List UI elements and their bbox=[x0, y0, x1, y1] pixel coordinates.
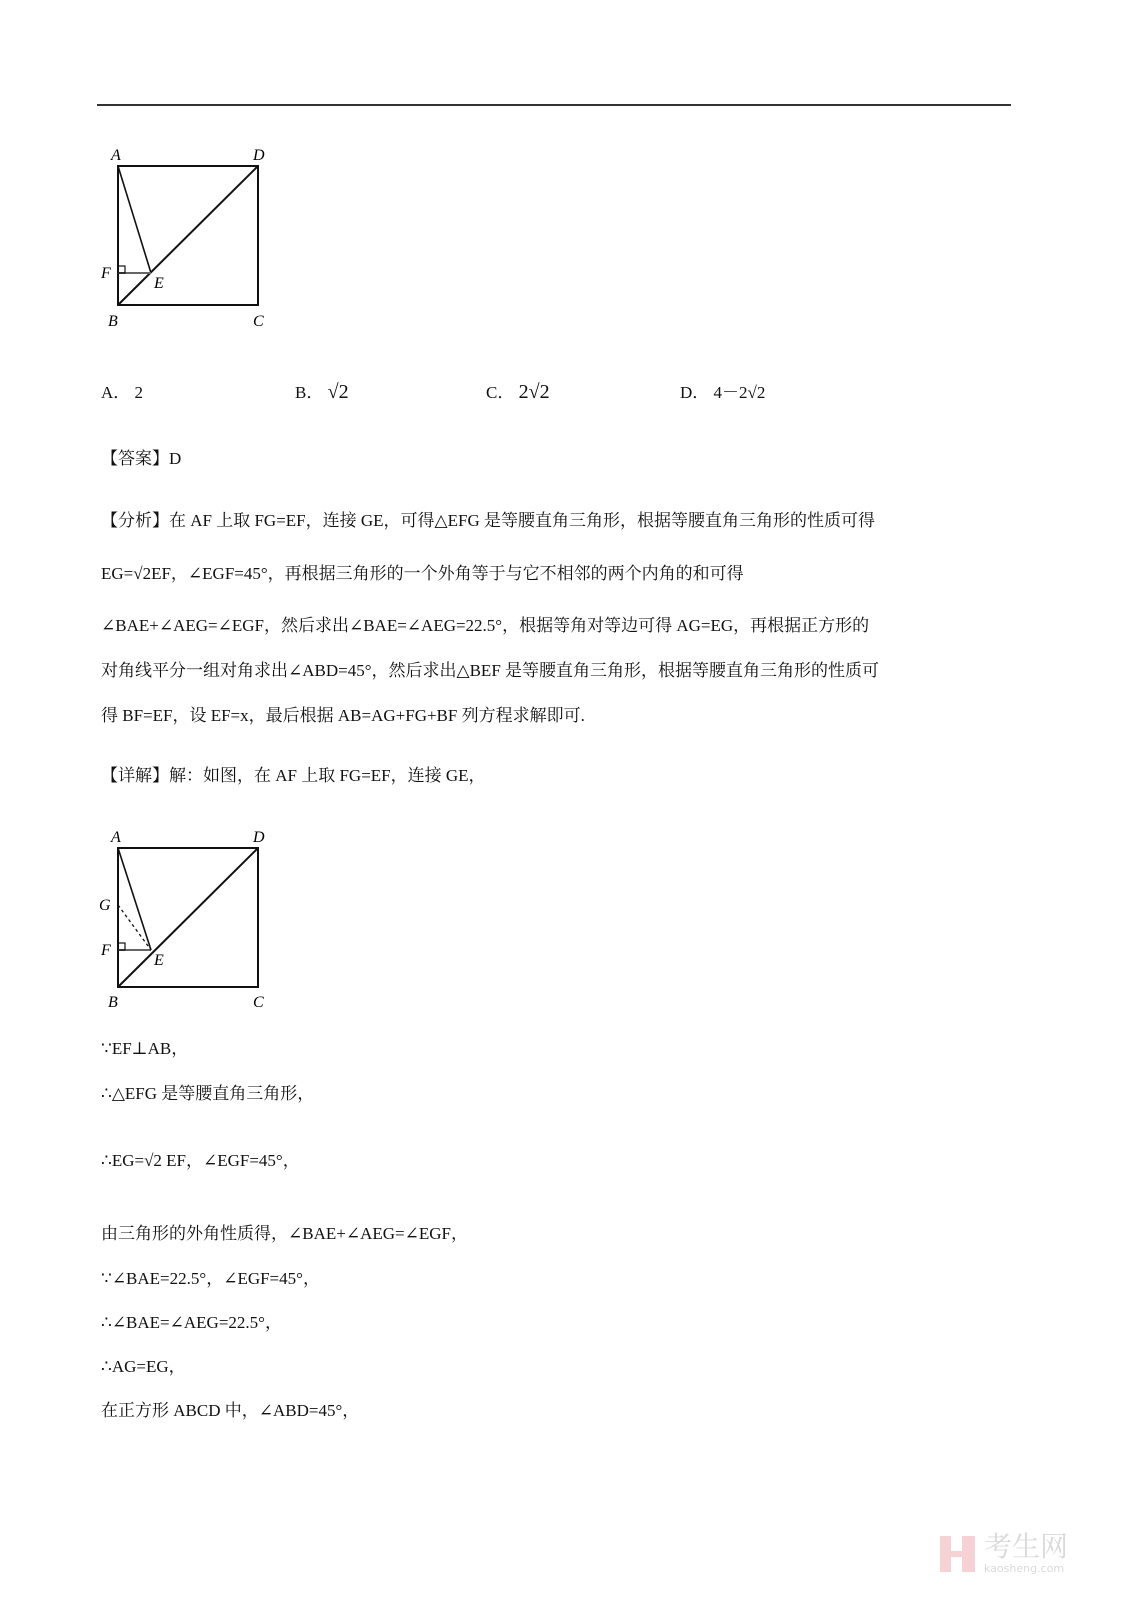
label-f: F bbox=[101, 265, 111, 282]
label-d: D bbox=[253, 829, 265, 846]
watermark-text: 考生网 bbox=[984, 1530, 1069, 1563]
label-b: B bbox=[108, 994, 118, 1011]
step-line: ∴∠BAE=∠AEG=22.5°， bbox=[101, 1313, 282, 1332]
step-line: ∴△EFG 是等腰直角三角形， bbox=[101, 1084, 315, 1103]
step-line: ∵EF⊥AB， bbox=[101, 1039, 189, 1058]
watermark bbox=[940, 1532, 1068, 1575]
option-b: B． √2 bbox=[295, 381, 349, 403]
detail-intro: 【详解】解：如图，在 AF 上取 FG=EF，连接 GE， bbox=[101, 766, 486, 785]
analysis-line: ∠BAE+∠AEG=∠EGF，然后求出∠BAE=∠AEG=22.5°，根据等角对等边可得 AG=EG，再根据正方形的 bbox=[101, 616, 870, 635]
label-a: A bbox=[111, 829, 121, 846]
label-c: C bbox=[253, 994, 264, 1011]
analysis-line: 得 BF=EF，设 EF=x，最后根据 AB=AG+FG+BF 列方程求解即可. bbox=[101, 706, 585, 725]
answer: 【答案】D bbox=[101, 449, 182, 468]
step-line: 由三角形的外角性质得，∠BAE+∠AEG=∠EGF， bbox=[101, 1224, 468, 1243]
header-rule bbox=[97, 104, 1011, 106]
step-line: ∴AG=EG， bbox=[101, 1357, 186, 1376]
label-b: B bbox=[108, 313, 118, 330]
figure-square-2 bbox=[95, 822, 285, 1022]
option-c: C． 2√2 bbox=[486, 381, 550, 403]
option-a: A． 2 bbox=[101, 383, 144, 402]
analysis-line: 对角线平分一组对角求出∠ABD=45°，然后求出△BEF 是等腰直角三角形，根据等腰直角三角形的性质可 bbox=[101, 661, 880, 680]
option-d: D． 4－2√2 bbox=[680, 383, 766, 402]
label-e: E bbox=[154, 275, 164, 292]
label-a: A bbox=[111, 147, 121, 164]
label-c: C bbox=[253, 313, 264, 330]
analysis-line: 【分析】在 AF 上取 FG=EF，连接 GE，可得△EFG 是等腰直角三角形，根据等腰直角三角形的性质可得 bbox=[101, 511, 875, 530]
label-e: E bbox=[154, 952, 164, 969]
step-line: ∵∠BAE=22.5°，∠EGF=45°， bbox=[101, 1269, 320, 1288]
figure-square-1 bbox=[95, 140, 285, 340]
watermark-logo-icon bbox=[940, 1536, 976, 1572]
step-line: ∴EG=√2 EF，∠EGF=45°， bbox=[101, 1151, 300, 1170]
label-f: F bbox=[101, 942, 111, 959]
watermark-url: kaosheng.com bbox=[984, 1562, 1065, 1575]
step-line: 在正方形 ABCD 中，∠ABD=45°， bbox=[101, 1401, 360, 1420]
analysis-line: EG=√2EF，∠EGF=45°，再根据三角形的一个外角等于与它不相邻的两个内角的和可得 bbox=[101, 564, 744, 583]
label-d: D bbox=[253, 147, 265, 164]
label-g: G bbox=[99, 897, 111, 914]
